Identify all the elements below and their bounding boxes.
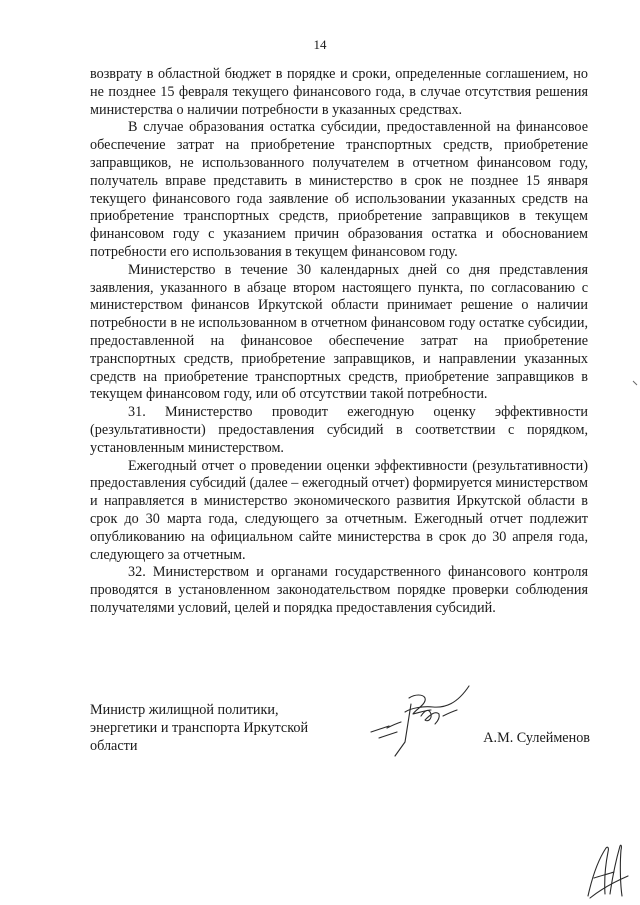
paragraph-clause-32: 32. Министерством и органами государственного финансового контроля проводятся в установленном законодательством порядке проверки соблюдения получателями условий, целей и порядка предоставления субсидий. [90, 564, 588, 616]
paragraph-annual-report: Ежегодный отчет о проведении оценки эффективности (результативности) предоставления субсидий (далее – ежегодный отчет) формируется министерством и направляется в министерство экономического развития Иркутской области в срок до 30 марта года, следующего за отчетным. Ежегодный отчет подлежит опубликованию на официальном сайте министерства в срок до 30 апреля года, следующего за отчетным. [90, 457, 588, 563]
signatory-title [90, 702, 333, 755]
paragraph-remaining-subsidy: В случае образования остатка субсидии, предоставленной на финансовое обеспечение затрат на приобретение транспортных средств, приобретение заправщиков, не использованного получателем в отчетном финансовом году, получатель вправе представить в министерство в срок не позднее 15 января текущего финансового года заявление об использовании указанных средств на приобретение транспортных средств, приобретение заправщиков в текущем финансовом году с указанием причин образования остатка и обоснованием потребности его использования в текущем финансовом году. [90, 119, 588, 260]
paragraph-continuation: возврату в областной бюджет в порядке и сроки, определенные соглашением, но не позднее 15 февраля текущего финансового года, в случае отсутствия решения министерства о наличии потребности в указанных средствах. [90, 66, 588, 118]
paragraph-clause-31: 31. Министерство проводит ежегодную оценку эффективности (результативности) предоставления субсидий в соответствии с порядком, установленным министерством. [90, 404, 588, 456]
signature-block [90, 702, 590, 762]
signatory-name: А.М. Сулейменов [483, 730, 590, 746]
handwritten-initials [580, 838, 632, 900]
document-body [90, 66, 588, 618]
page-number: 14 [313, 37, 327, 52]
signatory-title-line: энергетики и транспорта Иркутской [90, 719, 309, 736]
paragraph-ministry-decision: Министерство в течение 30 календарных дней со дня представления заявления, указанного в абзаце втором настоящего пункта, по согласованию с министерством финансов Иркутской области принимает решение о наличии потребности в не использованном в отчетном финансовом году остатке субсидии, предоставленной на финансовое обеспечение затрат на приобретение транспортных средств, приобретение заправщиков, и направлении указанных средств на приобретение транспортных средств, приобретение заправщиков в текущем финансовом году, или об отсутствии такой потребности. [90, 261, 588, 403]
handwritten-signature [365, 680, 485, 758]
signatory-title-line: области [90, 737, 138, 754]
signatory-title-line: Министр жилищной политики, [90, 702, 279, 718]
margin-mark [632, 380, 638, 386]
